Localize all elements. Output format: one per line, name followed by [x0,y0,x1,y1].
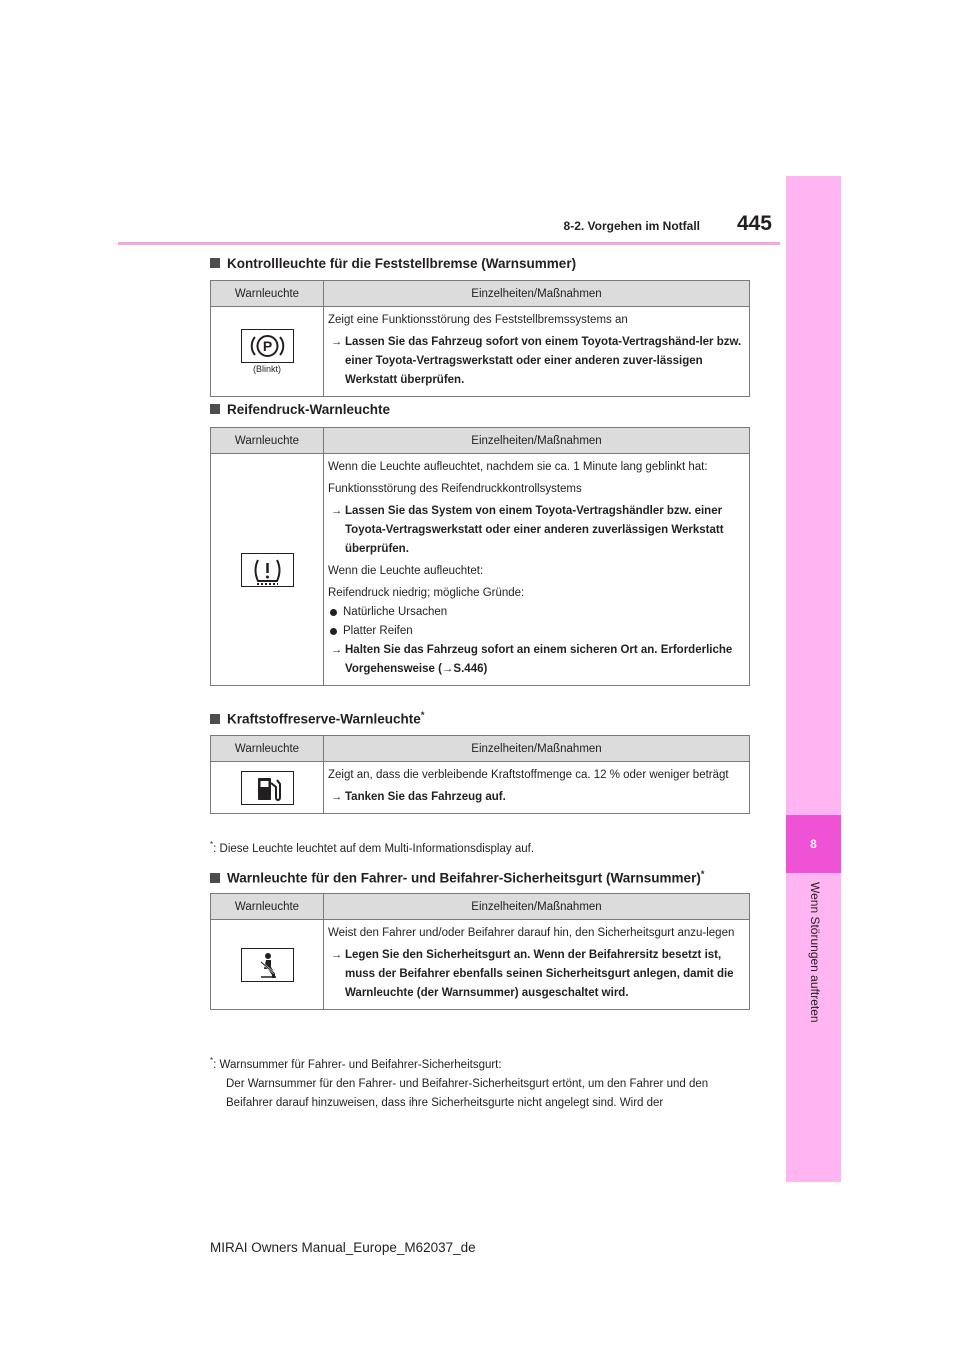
column-header-details: Einzelheiten/Maßnahmen [324,736,750,762]
footnote-seatbelt: *: Warnsummer für Fahrer- und Beifahrer-Sicherheitsgurt: Der Warnsummer für den Fahrer- und Beifahrer-Sicherheitsgurt ertönt, um den Fahrer und den Beifahrer darauf hinzuweisen, dass ihre Sicherheitsgurte nicht angelegt sind. Wird der [210,1051,750,1113]
details-text: Zeigt an, dass die verbleibende Kraftstoffmenge ca. 12 % oder weniger beträgt [328,769,729,781]
bullet-icon [330,609,337,616]
action-text: Lassen Sie das System von einem Toyota-Vertragshändler bzw. einer Toyota-Vertragswerkstatt oder einer anderen zuverlässigen Werkstatt überprüfen. [345,505,724,555]
action-item [328,502,746,559]
tire-pressure-icon [241,553,294,587]
bullet-icon [330,628,337,635]
column-header-warnleuchte: Warnleuchte [211,428,324,454]
list-item: Platter Reifen [328,622,746,641]
table-header-row [211,736,750,762]
details-text: Weist den Fahrer und/oder Beifahrer darauf hin, den Sicherheitsgurt anzu-legen [328,927,735,939]
action-text: Tanken Sie das Fahrzeug auf. [345,791,506,803]
column-header-details: Einzelheiten/Maßnahmen [324,428,750,454]
arrow-icon: → [330,505,343,517]
footer-manual-id: MIRAI Owners Manual_Europe_M62037_de [210,1240,476,1255]
details-text: Wenn die Leuchte aufleuchtet: [328,565,484,577]
warning-table-parking-brake [210,280,750,397]
column-header-details: Einzelheiten/Maßnahmen [324,894,750,920]
column-header-warnleuchte: Warnleuchte [211,281,324,307]
fuel-pump-icon [241,771,294,805]
details-cell [324,454,750,686]
icon-note-blinking: (Blinkt) [252,364,281,374]
arrow-icon: → [330,949,343,961]
table-header-row [211,428,750,454]
svg-text:P: P [262,338,272,354]
section-title: 8-2. Vorgehen im Notfall [563,219,700,233]
square-bullet-icon [210,258,220,268]
arrow-icon: → [330,644,343,656]
warning-table-seatbelt [210,893,750,1010]
column-header-warnleuchte: Warnleuchte [211,894,324,920]
square-bullet-icon [210,404,220,414]
footnote-fuel: *: Diese Leuchte leuchtet auf dem Multi-Informationsdisplay auf. [210,840,535,855]
arrow-icon: → [330,336,343,348]
details-cell [324,920,750,1010]
footnote-continuation: Der Warnsummer für den Fahrer- und Beifahrer-Sicherheitsgurt ertönt, um den Fahrer und den Beifahrer darauf hinzuweisen, dass ihre Sicherheitsgurte nicht angelegt sind. Wird der [226,1077,709,1109]
action-text: Legen Sie den Sicherheitsgurt an. Wenn der Beifahrersitz besetzt ist, muss der Beifahrer ebenfalls seinen Sicherheitsgurt anlegen, damit die Warnleuchte (der Warnsummer) ausgeschaltet wird. [345,949,734,999]
section-heading-parking-brake: Kontrollleuchte für die Feststellbremse (Warnsummer) [210,256,576,271]
details-text: Zeigt eine Funktionsstörung des Feststellbremssystems an [328,314,628,326]
list-item: Natürliche Ursachen [328,603,746,622]
square-bullet-icon [210,873,220,883]
seatbelt-icon [241,948,294,982]
action-item [328,788,746,807]
details-cell [324,307,750,397]
header-rule [118,242,780,245]
square-bullet-icon [210,714,220,724]
table-header-row [211,281,750,307]
table-header-row [211,894,750,920]
table-row [211,920,750,1010]
column-header-warnleuchte: Warnleuchte [211,736,324,762]
details-text: Funktionsstörung des Reifendruckkontrollsystems [328,483,582,495]
section-heading-seatbelt: Warnleuchte für den Fahrer- und Beifahrer-Sicherheitsgurt (Warnsummer)* [210,869,704,886]
page-number: 445 [736,212,772,235]
action-text: Lassen Sie das Fahrzeug sofort von einem Toyota-Vertragshänd-ler bzw. einer Toyota-Vertragswerkstatt oder einer anderen zuver-lässigen Werkstatt überprüfen. [345,336,742,386]
details-cell [324,762,750,814]
icon-cell [211,307,324,397]
table-row [211,762,750,814]
arrow-icon: → [330,791,343,803]
details-text: Wenn die Leuchte aufleuchtet, nachdem sie ca. 1 Minute lang geblinkt hat: [328,461,708,473]
warning-table-tire-pressure [210,427,750,686]
warning-table-fuel [210,735,750,814]
chapter-title: Wenn Störungen auftreten [808,882,822,1023]
icon-cell [211,454,324,686]
action-item [328,641,746,679]
section-heading-fuel: Kraftstoffreserve-Warnleuchte* [210,710,424,727]
column-header-details: Einzelheiten/Maßnahmen [324,281,750,307]
icon-cell [211,920,324,1010]
action-item [328,946,746,1003]
chapter-number: 8 [786,815,841,873]
details-text: Reifendruck niedrig; mögliche Gründe: [328,587,525,599]
parking-brake-icon [241,329,294,363]
icon-cell [211,762,324,814]
table-row [211,454,750,686]
action-text: Halten Sie das Fahrzeug sofort an einem sicheren Ort an. Erforderliche Vorgehensweise (→S.446) [345,644,733,675]
action-item [328,333,746,390]
table-row [211,307,750,397]
section-heading-tire-pressure: Reifendruck-Warnleuchte [210,402,390,417]
